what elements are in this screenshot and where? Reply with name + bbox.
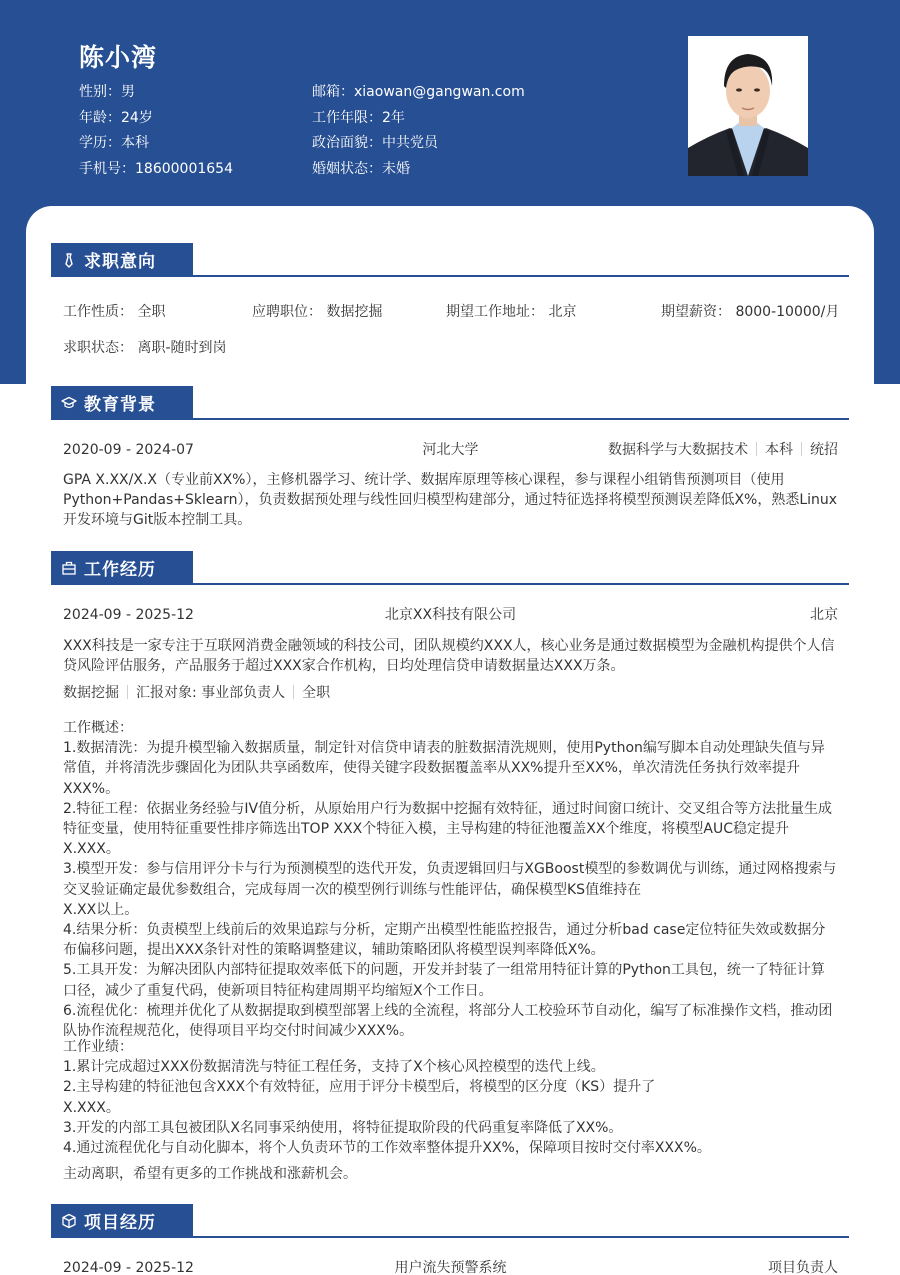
work-company-intro: XXX科技是一家专注于互联网消费金融领域的科技公司，团队规模约XXX人，核心业务是通过数据模型为金融机构提供个人信贷风险评估服务，产品服务于超过XXX家合作机构，日均处理信贷申请数据量达XXX万条。 [63,638,835,675]
section-tab-education [51,386,193,419]
basic-info-right [312,80,525,182]
intention-location: 期望工作地址： 北京 [446,304,577,320]
section-title: 教育背景 [84,395,156,415]
graduation-cap-icon [61,395,77,411]
education-period: 2020-09 - 2024-07 [63,442,194,458]
info-education: 学历：本科 [79,135,149,151]
work-entry-header [63,605,838,625]
work-leave-reason: 主动离职，希望有更多的工作挑战和涨薪机会。 [63,1166,357,1182]
info-political-status: 政治面貌：中共党员 [312,135,438,151]
separator [293,685,294,699]
intention-salary: 期望薪资： 8000-10000/月 [661,304,840,320]
separator [801,442,802,456]
cube-icon [61,1213,77,1229]
work-achievements: 工作业绩： 1.累计完成超过XXX份数据清洗与特征工程任务，支持了X个核心风控模型的迭代上线。 2.主导构建的特征池包含XXX个有效特征，应用于评分卡模型后，将模型的区分度（KS）提升了 X.XXX。 3.开发的内部工具包被团队X名同事采纳使用，将特征提取阶段的代码重复率降低了XX%。 4.通过流程优化与自动化脚本，将个人负责环节的工作效率整体提升XX%，保障项目按时交付率XXX%。 [63,1039,711,1157]
project-entry-header [63,1258,838,1275]
briefcase-icon [61,560,77,576]
intention-status: 求职状态： 离职-随时到岗 [63,340,227,356]
project-name: 用户流失预警系统 [394,1260,507,1275]
tie-icon [61,252,77,268]
intention-job-type: 工作性质： 全职 [63,304,166,320]
basic-info-left [79,80,233,182]
work-company: 北京XX科技有限公司 [384,607,517,623]
separator [127,685,128,699]
section-title: 项目经历 [84,1213,156,1233]
project-period: 2024-09 - 2025-12 [63,1260,194,1275]
section-tab-work [51,551,193,584]
info-email: 邮箱：xiaowan@gangwan.com [312,84,525,100]
info-phone: 手机号：18600001654 [79,160,233,177]
section-tab-intention [51,243,193,276]
section-tab-projects [51,1204,193,1237]
work-overview: 工作概述： 1.数据清洗：为提升模型输入数据质量，制定针对信贷申请表的脏数据清洗规则，使用Python编写脚本自动处理缺失值与异常值，并将清洗步骤固化为团队共享函数库，使得关键字段数据覆盖率从XX%提升至XX%，单次清洗任务执行效率提升XXX%。 2.特征工程：依据业务经验与IV值分析，从原始用户行为数据中挖掘有效特征，通过时间窗口统计、交叉组合等方法批量生成特征变量，使用特征重要性排序筛选出TOP XXX个特征入模，主导构建的特征池覆盖XX个维度，将模型AUC稳定提升 X.XXX。 3.模型开发：参与信用评分卡与行为预测模型的迭代开发，负责逻辑回归与XGBoost模型的参数调优与训练，通过网格搜索与交叉验证确定最优参数组合，完成每周一次的模型例行训练与性能评估，确保模型KS值维持在 X.XX以上。 4.结果分析：负责模型上线前后的效果追踪与分析，定期产出模型性能监控报告，通过分析bad case定位特征失效或数据分布偏移问题，提出XXX条针对性的策略调整建议，辅助策略团队将模型误判率降低X%。 5.工具开发：为解决团队内部特征提取效率低下的问题，开发并封装了一组常用特征计算的Python工具包，统一了特征计算口径，减少了重复代码，使新项目特征构建周期平均缩短X个工作日。 6.流程优化：梳理并优化了从数据提取到模型部署上线的全流程，将部分人工校验环节自动化，编写了标准操作文档，推动团队协作流程规范化，使得项目平均交付时间减少XXX%。 [63,720,837,1040]
section-header-intention [51,243,849,277]
separator [756,442,757,456]
section-header-education [51,386,849,420]
education-description: GPA X.XX/X.X（专业前XX%），主修机器学习、统计学、数据库原理等核心课程，参与课程小组销售预测项目（使用Python+Pandas+Sklearn），负责数据预处理与线性回归模型构建部分，通过特征选择将模型预测误差降低X%，熟悉Linux开发环境与Git版本控制工具。 [63,472,838,529]
intention-position: 应聘职位： 数据挖掘 [252,304,383,320]
education-major-meta: 数据科学与大数据技术 本科 统招 [608,442,838,458]
work-period: 2024-09 - 2025-12 [63,607,194,623]
project-role: 项目负责人 [768,1260,838,1275]
education-school: 河北大学 [422,442,479,458]
portrait-image [688,36,808,176]
work-tags: 数据挖掘 汇报对象: 事业部负责人 全职 [63,685,331,701]
section-title: 工作经历 [84,560,156,580]
education-entry-header [63,440,838,460]
profile-header [0,0,900,206]
info-work-years: 工作年限：2年 [312,109,405,126]
info-marital-status: 婚姻状态：未婚 [312,160,410,177]
candidate-name: 陈小湾 [79,43,158,72]
info-age: 年龄：24岁 [79,109,153,126]
section-header-work [51,551,849,585]
profile-photo [688,36,808,176]
work-city: 北京 [810,607,838,623]
info-gender: 性别：男 [79,84,135,100]
section-title: 求职意向 [84,252,156,272]
section-header-projects [51,1204,849,1238]
